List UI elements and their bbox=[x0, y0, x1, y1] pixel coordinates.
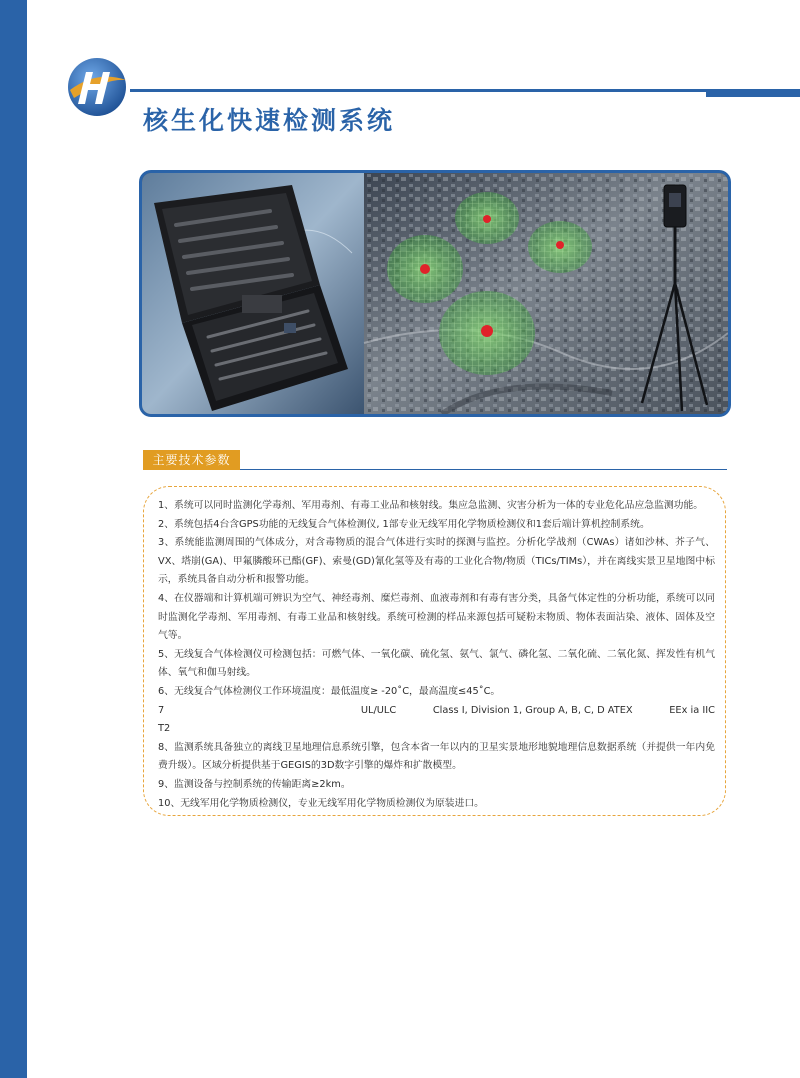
spec-item-6: 6、无线复合气体检测仪工作环境温度：最低温度≥ -20˚C，最高温度≤45˚C。 bbox=[158, 685, 501, 697]
spec-item-10: 10、无线军用化学物质检测仪，专业无线军用化学物质检测仪为原装进口。 bbox=[158, 797, 484, 809]
page-title: 核生化快速检测系统 bbox=[143, 106, 396, 135]
spec-item-5: 5、无线复合气体检测仪可检测包括：可燃气体、一氧化碳、硫化氢、氨气、氯气、磷化氢、二氧化硫、二氧化氮、挥发性有机气体、氧气和伽马射线。 bbox=[158, 648, 715, 679]
spec-item-4: 4、在仪器端和计算机端可辨识为空气、神经毒剂、糜烂毒剂、血液毒剂和有毒有害分类，具备气体定性的分析功能，系统可以同时监测化学毒剂、军用毒剂、有毒工业品和核射线。系统可检测的样品来源包括可疑粉末物质、物体表面沾染、液体、固体及空气等。 bbox=[158, 592, 715, 642]
side-stripe bbox=[0, 0, 27, 1078]
spec-item-1: 1、系统可以同时监测化学毒剂、军用毒剂、有毒工业品和核射线。集应急监测、灾害分析为一体的专业危化品应急监测功能。 bbox=[158, 500, 704, 511]
spec-item-7 bbox=[158, 702, 715, 721]
header-rule bbox=[130, 89, 800, 92]
spec-item-8: 8、监测系统具备独立的离线卫星地理信息系统引擎，包含本省一年以内的卫星实景地形地貌地理信息数据系统（并提供一年内免费升级）。区域分析提供基于GEGIS的3D数字引擎的爆炸和扩散模型。 bbox=[158, 741, 715, 772]
hd-logo-icon bbox=[66, 56, 128, 118]
spec-list bbox=[158, 497, 715, 813]
spec-7-number: 7 bbox=[158, 704, 165, 716]
spec-item-2: 2、系统包括4台含GPS功能的无线复合气体检测仪, 1部专业无线军用化学物质检测仪和1套后端计算机控制系统。 bbox=[158, 518, 650, 530]
section-rule bbox=[240, 469, 727, 470]
spec-item-3: 3、系统能监测周围的气体成分，对含毒物质的混合气体进行实时的探测与监控。分析化学战剂（CWAs）诸如沙林、芥子气、VX、塔崩(GA)、甲氟膦酸环已酯(GF)、索曼(GD)氰化氢等及有毒的工业化合物/物质（TICs/TIMs），并在离线实景卫星地图中标示，系统具备自动分析和报警功能。 bbox=[158, 537, 715, 586]
spec-7-t2: T2 bbox=[158, 723, 171, 735]
spec-7-eex: EEx ia IIC bbox=[669, 704, 715, 716]
equipment-case-photo bbox=[142, 173, 364, 414]
spec-7-ul: UL/ULC bbox=[360, 704, 397, 716]
gis-map-detector-photo bbox=[364, 173, 728, 414]
spec-7-class: Class I, Division 1, Group A, B, C, D ATEX bbox=[432, 704, 633, 716]
spec-item-9: 9、监测设备与控制系统的传输距离≥2km。 bbox=[158, 778, 351, 790]
header-rule-accent bbox=[706, 89, 800, 97]
section-badge: 主要技术参数 bbox=[143, 450, 240, 470]
product-photo-frame bbox=[139, 170, 731, 417]
